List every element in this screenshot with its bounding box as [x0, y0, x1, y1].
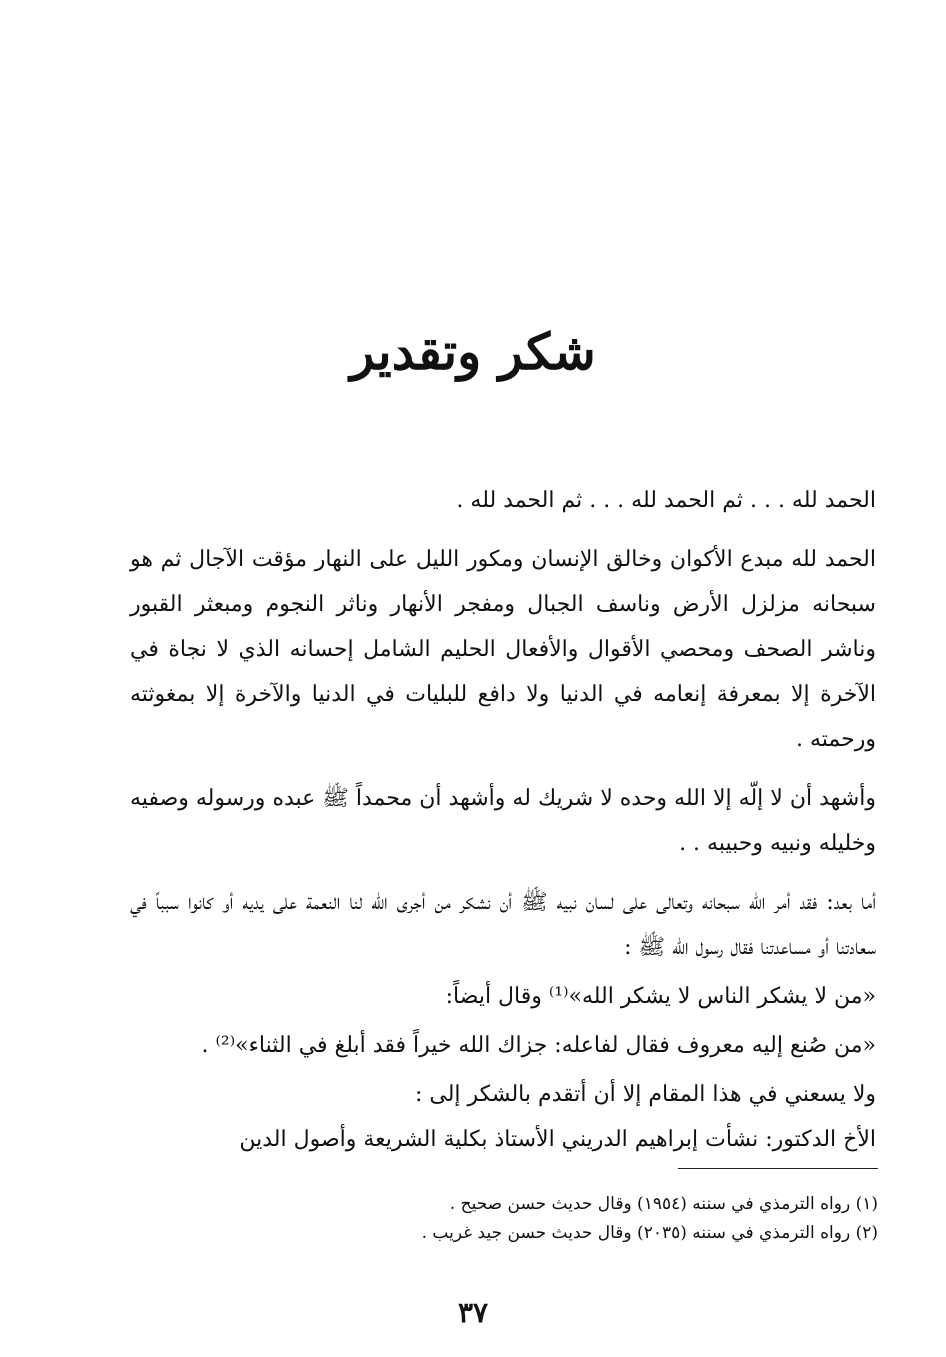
paragraph-thanks-person: الأخ الدكتور: نشأت إبراهيم الدريني الأستاذ بكلية الشريعة وأصول الدين — [239, 1127, 876, 1152]
footnotes — [78, 1190, 878, 1248]
paragraph-praise-attributes: الحمد لله مبدع الأكوان وخالق الإنسان ومكور الليل على النهار مؤقت الآجال ثم هو سبحانه مزلزل الأرض وناسف الجبال ومفجر الأنهار وناثر النجوم ومبعثر القبور وناشر الصحف ومحصي الأقوال والأفعال الحليم الشامل إحسانه الذي لا نجاة في الآخرة إلا بمعرفة إنعامه في الدنيا ولا دافع للبليات في الدنيا والآخرة إلا بمغوثته ورحمته . — [130, 547, 876, 752]
body-text — [130, 478, 876, 1162]
hadith-quote-2: «من صُنع إليه معروف فقال لفاعله: جزاك الله خيراً فقد أبلغ في الثناء»⁽²⁾ . — [201, 1033, 876, 1058]
paragraph-testimony: وأشهد أن لا إلّه إلا الله وحده لا شريك له وأشهد أن محمداً ﷺ عبده ورسوله وصفيه وخليله ونبيه وحبيبه . . — [130, 786, 876, 856]
footnote-divider — [678, 1168, 878, 1169]
hadith-quote-1: «من لا يشكر الناس لا يشكر الله»⁽¹⁾ وقال أيضاً: — [445, 984, 876, 1009]
footnote-1: (١) رواه الترمذي في سننه (١٩٥٤) وقال حديث حسن صحيح . — [449, 1194, 878, 1214]
paragraph-praise: الحمد لله . . . ثم الحمد لله . . . ثم الحمد لله . — [456, 488, 876, 513]
footnote-2: (٢) رواه الترمذي في سننه (٢٠٣٥) وقال حديث حسن جيد غريب . — [421, 1223, 878, 1243]
paragraph-thanks-lead: ولا يسعني في هذا المقام إلا أن أتقدم بالشكر إلى : — [414, 1082, 876, 1107]
page-title: شكر وتقدير — [350, 322, 596, 381]
page-number: ٣٧ — [457, 1296, 489, 1329]
paragraph-intro: أما بعد: فقد أمر الله سبحانه وتعالى على لسان نبيه ﷺ أن نشكر من أجرى الله لنا النعمة على يديه أو كانوا سبباً في سعادتنا أو مساعدتنا فقال رسول الله ﷺ : — [130, 890, 876, 960]
